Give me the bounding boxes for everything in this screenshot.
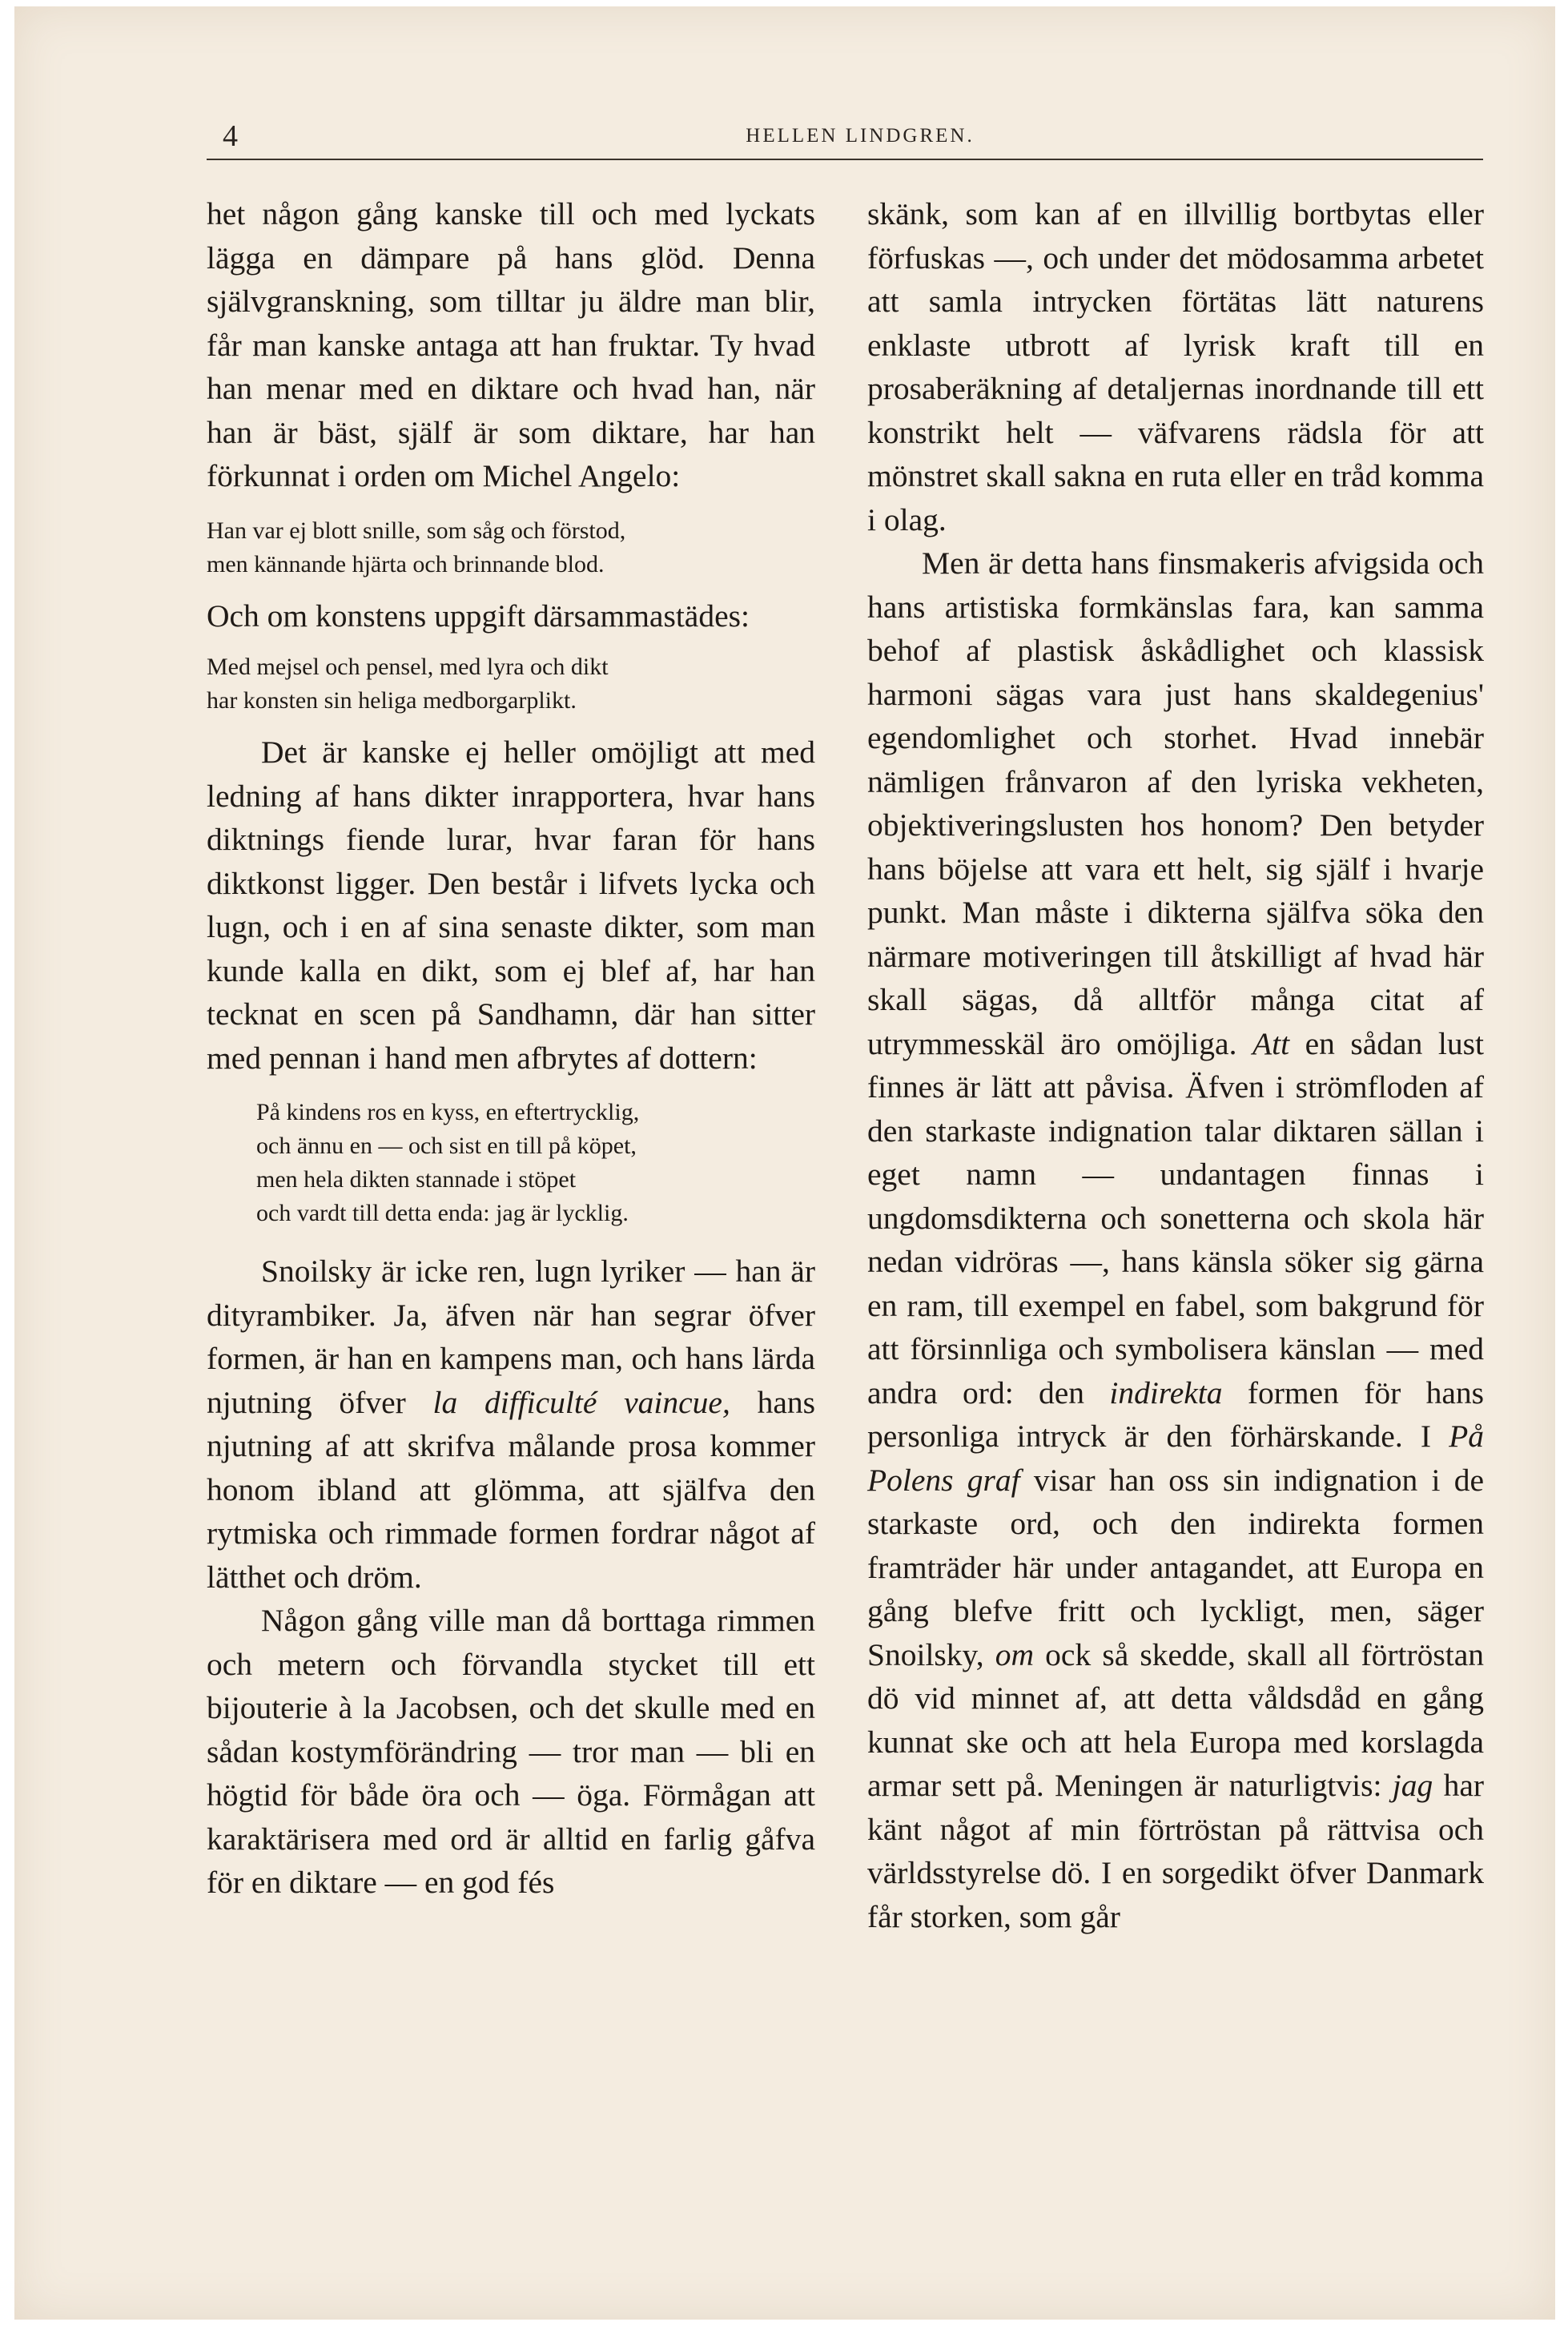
text-run: Men är detta hans finsmakeris afvigsida och hans artistiska formkänslas fara, kan samma behof af plastisk åskådlighet och klassisk harmoni sägas vara just hans skaldegenius' egendomlighet och storhet. Hvad innebär nämligen frånvaron af den lyriska vekheten, objektiveringslusten hos honom? Den betyder hans böjelse att vara ett helt, sig själf i hvarje punkt. Man måste i dikterna själfva söka den närmare motiveringen till åtskilligt af hvad här skall sägas, då alltför många citat af utrymmesskäl äro omöjliga. [867, 545, 1484, 1061]
paragraph: Det är kanske ej heller omöjligt att med ledning af hans dikter inrapportera, hvar hans diktnings fiende lurar, hvar faran för hans diktkonst ligger. Den består i lifvets lycka och lugn, och i en af sina senaste dikter, som man kunde kalla en dikt, som ej blef af, har han tecknat en scen på Sandhamn, där han sitter med pennan i hand men afbrytes af dottern: [207, 734, 815, 1076]
paragraph [207, 1250, 815, 1599]
paragraph [867, 541, 1484, 1938]
verse-quote [207, 650, 815, 718]
paragraph: Någon gång ville man då borttaga rimmen och metern och förvandla stycket till ett bijouterie à la Jacobsen, och det skulle med en sådan kostymförändring — tror man — bli en högtid för både öra och — öga. Förmågan att karaktärisera med ord är alltid en farlig gåfva för en diktare — en god fés [207, 1603, 815, 1900]
paragraph: het någon gång kanske till och med lyckats lägga en dämpare på hans glöd. Denna självgranskning, som tilltar ju äldre man blir, får man kanske antaga att han fruktar. Ty hvad han menar med en diktare och hvad han, när han är bäst, själf är som diktare, har han förkunnat i orden om Michel Angelo: [207, 196, 815, 493]
running-head: HELLEN LINDGREN. [746, 125, 975, 147]
verse-line: På kindens ros en kyss, en eftertrycklig, [256, 1099, 640, 1125]
header-rule [207, 159, 1483, 160]
italic-text: indirekta [1109, 1374, 1223, 1410]
paragraph: Och om konstens uppgift därsammastädes: [207, 598, 750, 634]
text-run: en sådan lust finnes är lätt att påvisa. Äfven i strömfloden af den starkaste indignation talar diktaren sällan i eget namn — undantagen finnas i ungdomsdikterna och sonetterna och skola här nedan vidröras —, hans känsla söker sig gärna en ram, till exempel en fabel, som bakgrund för att försinnliga och symbolisera känslan — med andra ord: den [867, 1025, 1484, 1410]
verse-line: Med mejsel och pensel, med lyra och dikt [207, 654, 609, 680]
text-run: har känt något af min förtröstan på rättvisa och världsstyrelse dö. I en sorgedikt öfver Danmark får storken, som går [867, 1768, 1485, 1934]
right-column [867, 192, 1484, 1938]
text-run: Snoilsky är icke ren, lugn lyriker — han är dityrambiker. Ja, äfven när han segrar öfver formen, är han en kampens man, och hans lärda njutning öfver [207, 1254, 815, 1420]
verse-line: och vardt till detta enda: jag är lycklig. [256, 1200, 629, 1226]
text-run: visar han oss sin indignation i de starkaste ord, och den indirekta formen framträder här under antagandet, att Europa en gång blefve fritt och lyckligt, men, säger Snoilsky, [867, 1462, 1484, 1672]
verse-line: har konsten sin heliga medborgarplikt. [207, 687, 577, 714]
text-run: hans njutning af att skrifva målande prosa kommer honom ibland att glömma, att själfva den rytmiska och rimmade formen fordrar något af lätthet och dröm. [207, 1384, 815, 1595]
verse-line: men kännande hjärta och brinnande blod. [207, 550, 605, 577]
verse-line: Han var ej blott snille, som såg och förstod, [207, 517, 626, 544]
text-run: formen för hans personliga intryck är den förhärskande. I [867, 1374, 1484, 1454]
page-number: 4 [223, 119, 238, 153]
paragraph: skänk, som kan af en illvillig bortbytas eller förfuskas —, och under det mödosamma arbetet att samla intrycken förtätas lätt naturens enklaste utbrott af lyrisk kraft till en prosaberäkning af detaljernas inordnande till ett konstrikt helt — väfvarens rädsla för att mönstret skall sakna en ruta eller en tråd komma i olag. [867, 196, 1484, 537]
verse-line: och ännu en — och sist en till på köpet, [256, 1133, 637, 1159]
text-run: ock så skedde, skall all förtröstan dö vid minnet af, att detta våldsdåd en gång kunnat ske och att hela Europa med korslagda armar sett på. Meningen är naturligtvis: [867, 1636, 1484, 1803]
verse-line: men hela dikten stannade i stöpet [256, 1166, 577, 1193]
italic-text: Att [1252, 1025, 1290, 1061]
italic-text: la difficulté vaincue, [432, 1384, 730, 1420]
left-column [207, 192, 815, 1905]
verse-quote [207, 514, 815, 582]
italic-text: om [995, 1636, 1035, 1672]
italic-text: På Polens graf [867, 1419, 1484, 1498]
italic-text: jag [1392, 1768, 1433, 1803]
verse-quote [207, 1096, 815, 1230]
